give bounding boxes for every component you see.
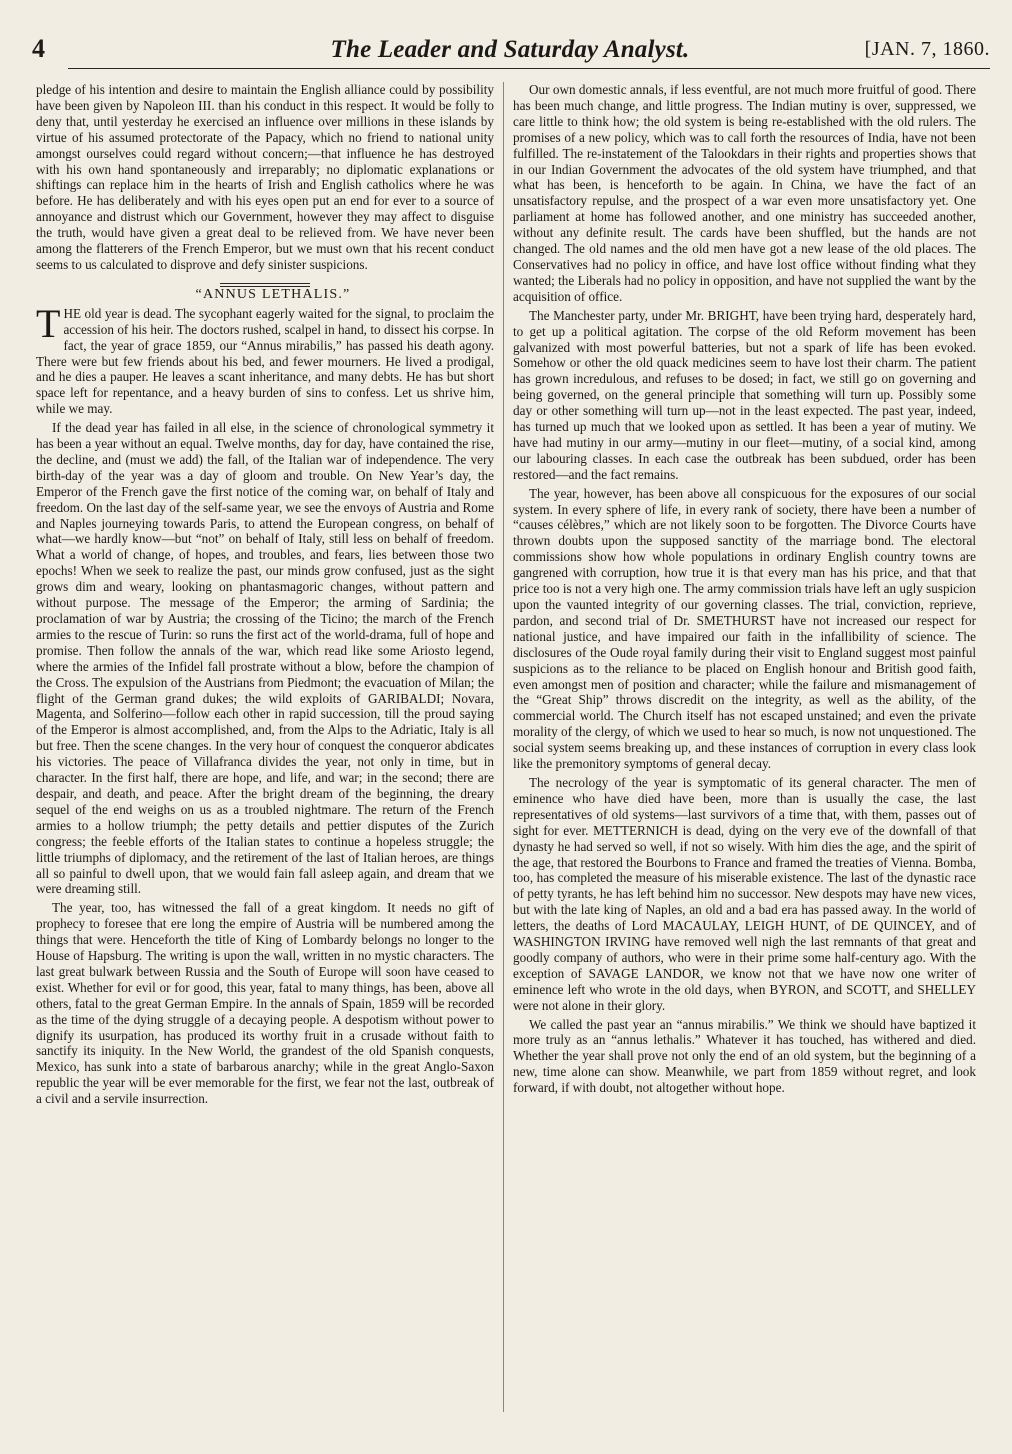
article-paragraph xyxy=(36,300,494,417)
page-number: 4 xyxy=(32,34,45,63)
drop-cap: T xyxy=(36,300,61,346)
publication-title: The Leader and Saturday Analyst. xyxy=(330,36,690,63)
page-header xyxy=(30,32,990,72)
issue-date: [JAN. 7, 1860. xyxy=(864,38,990,60)
article-paragraph: If the dead year has failed in all else, in the science of chronological symmetry it has been a year without an equal. Twelve months, day for day, have contained the rise, the decline, and (must we add) the fall, of the Italian war of independence. The very birth-day of the year was a day of gloom and trouble. On New Year’s day, the Emperor of the French gave the first notice of the coming war, on behalf of Italy and freedom. On the last day of the self-same year, we see the envoys of Austria and Rome and Naples journeying towards Paris, to attend the European congress, on behalf of what—we hardly know—but “not” on behalf of Italy, still less on behalf of freedom. What a world of change, of hopes, and troubles, and fears, lies between those two epochs! When we seek to realize the past, our minds grow confused, just as the sight grows dim and weary, looking on phantasmagoric changes, without pattern and without purpose. The message of the Emperor; the arming of Sardinia; the proclamation of war by Austria; the crossing of the Ticino; the march of the French armies to the rescue of Turin: so runs the first act of the world-drama, full of hope and promise. Then follow the annals of the war, which read like some Ariosto legend, where the armies of the Infidel fall prostrate without a blow, before the champion of the Cross. The expulsion of the Austrians from Piedmont; the evacuation of Milan; the flight of the German grand dukes; the wild exploits of GARIBALDI; Novara, Magenta, and Solferino—follow each other in rapid succession, till the proud saying of the Emperor is almost accomplished, and, from the Alps to the Adriatic, Italy is all but free. Then the scene changes. In the very hour of conquest the conqueror abdicates his victories. The peace of Villafranca divides the year, not only in time, but in character. In the first half, there are hope, and life, and war; in the second; there are despair, and death, and peace. After the bright dream of the beginning, the dreary sequel of the end weighs on us as a troubled nightmare. The return of the French armies to a hollow triumph; the petty details and pettier disputes of the Zurich congress; the feeble efforts of the Italian states to continue a hopeless struggle; the little triumphs of diplomacy, and the retirement of the last of Italian heroes, are things all so painful to dwell upon, that we would fain fall asleep again, and dream that we were dreaming still. xyxy=(36,420,494,897)
column-divider xyxy=(503,82,504,1412)
article-paragraph: The year, too, has witnessed the fall of a great kingdom. It needs no gift of prophecy to foresee that ere long the empire of Austria will be numbered among the things that were. Henceforth the title of King of Lombardy belongs no longer to the House of Hapsburg. The writing is upon the wall, written in no mystic characters. The last great bulwark between Russia and the South of Europe will soon have ceased to exist. Whether for evil or for good, this year, fatal to many things, has been, above all others, fatal to the great German Empire. In the annals of Spain, 1859 will be recorded as the time of the dying struggle of a decaying people. A despotism without power to dignify its usurpation, has produced its worthy fruit in a crusade without faith to sanctify its iniquity. In the New World, the grandest of the old Spanish conquests, Mexico, has sunk into a state of barbarous anarchy; while in the great Anglo-Saxon republic the year will be ever memorable for the first, we fear not the last, outbreak of a civil and a servile insurrection. xyxy=(36,900,494,1107)
article-paragraph: The year, however, has been above all conspicuous for the exposures of our social system. In every sphere of life, in every rank of society, there have been a number of “causes célèbres,” which are not likely soon to be forgotten. The Divorce Courts have thrown doubts upon the supposed sanctity of the marriage bond. The electoral commissions show how whole populations in ordinary English country towns are gangrened with corruption, how true it is that every man has his price, and that that price too is not a very high one. The army commission trials have left an ugly suspicion upon the vaunted integrity of our governing classes. The trial, conviction, reprieve, pardon, and second trial of Dr. SMETHURST have not increased our respect for national justice, and have impaired our faith in the infallibility of science. The disclosures of the Oude royal family during their visit to England suggest most painful suspicions as to the reliance to be placed on English honour and British good faith, even amongst men of position and character; while the failure and mismanagement of the “Great Ship” throws discredit on the integrity, as well as the ability, of the commercial world. The Church itself has not escaped unstained; and even the private morality of the clergy, of which we used to hear so much, is now not unquestioned. The social system seems breaking up, and these instances of corruption in every class look like the premonitory symptoms of general decay. xyxy=(513,485,976,772)
article-paragraph: We called the past year an “annus mirabilis.” We think we should have baptized it more truly as an “annus lethalis.” Whatever it has touched, has withered and died. Whether the year shall prove not only the end of an old system, but the beginning of a new, time alone can show. Meanwhile, we part from 1859 without regret, and look forward, if with doubt, not altogether without hope. xyxy=(513,1016,976,1096)
article-paragraph: The Manchester party, under Mr. BRIGHT, have been trying hard, desperately hard, to get up a political agitation. The corpse of the old Reform movement has been galvanized with most powerful batteries, but not a spark of life has been evoked. Somehow or other the old quack medicines seem to have lost their charm. The patient has grown incredulous, and refuses to be dosed; in fact, we still go on governing and being governed, on the general principle that something will turn up. Possibly some day or other something will turn up—not in the least expected. The past year, indeed, has turned up much that we looked upon as settled. It has been a year of mutiny. We have had mutiny in our army—mutiny in our fleet—mutiny, of a social kind, among our labouring classes. In each case the outbreak has been subdued, order has been restored—and the fact remains. xyxy=(513,307,976,482)
right-column xyxy=(513,82,976,1099)
article-paragraph: Our own domestic annals, if less eventful, are not much more fruitful of good. There has been much change, and little progress. The Indian mutiny is over, suppressed, we care little to think how; the old system is being re-established with the old rulers. The promises of a new policy, which was to call forth the resources of India, have not been fulfilled. The re-instatement of the Talookdars in their rights and properties shows that in our Indian Government the advocates of the old system have triumphed, and that what has been, is henceforth to be again. In China, we have the fact of an unsatisfactory repulse, and the prospect of a war even more unsatisfactory yet. One parliament at home has followed another, and one ministry has succeeded another, without any definite result. The cards have been shuffled, but the hands are not changed. The old names and the old men have got a new lease of the old places. The Conservatives had no policy in office, and have lost office without finding what they wanted; the Liberals had no policy in opposition, and have not supplied the want by the acquisition of office. xyxy=(513,82,976,304)
header-rule xyxy=(68,68,990,69)
article-paragraph: The necrology of the year is symptomatic of its general character. The men of eminence who have died have been, more than is usually the case, the last representatives of old systems—last survivors of a time that, with them, passes out of sight for ever. METTERNICH is dead, dying on the very eve of the downfall of that dynasty he had served so well, if not so wisely. With him dies the age, and the spirit of the age, that restored the Bourbons to France and framed the treaties of Vienna. Bomba, too, has completed the measure of his miserable existence. The last of the dynastic race of petty tyrants, he has left behind him no successor. New despots may have new vices, but with the late king of Naples, an old and a bad era has passed away. In the world of letters, the deaths of Lord MACAULAY, LEIGH HUNT, of DE QUINCEY, and of WASHINGTON IRVING have removed well nigh the last remnants of that great and goodly company of authors, who were in their prime some half-century ago. With the exception of SAVAGE LANDOR, we know not that we have now one writer of eminence left who wrote in the old days, when BYRON, and SCOTT, and SHELLEY were not alone in their glory. xyxy=(513,774,976,1013)
left-column xyxy=(36,82,494,1110)
article-paragraph-text: HE old year is dead. The sycophant eagerly waited for the signal, to proclaim the accession of his heir. The doctors rushed, scalpel in hand, to dissect his corpse. In fact, the year of grace 1859, our “Annus mirabilis,” has passed his death agony. There were but few friends about his bed, and fewer mourners. He lived a prodigal, and he dies a pauper. He leaves a scant inheritance, and many debts. He has but short space left for repentance, and a heavy burden of sins to confess. Let us shrive him, while we may. xyxy=(36,305,494,417)
article-title: “ANNUS LETHALIS.” xyxy=(195,286,351,302)
continued-paragraph: pledge of his intention and desire to maintain the English alliance could by possibility have been given by Napoleon III. than his conduct in this respect. It would be folly to deny that, until yesterday he exercised an influence over millions in these islands by virtue of his assumed protectorate of the Papacy, which no friend to national unity amongst ourselves could regard without concern;—that influence he has destroyed with his own hand spontaneously and irreparably; no diplomatic explanations or shiftings can replace him in the hearts of Irish and English catholics where he was before. He has deliberately and with his eyes open put an end for ever to a source of annoyance and distrust which our Government, however they may affect to disguise the truth, would have given a great deal to be relieved from. We have never been among the flatterers of the French Emperor, but we must own that his recent conduct seems to us calculated to disprove and defy sinister suspicions. xyxy=(36,82,494,272)
